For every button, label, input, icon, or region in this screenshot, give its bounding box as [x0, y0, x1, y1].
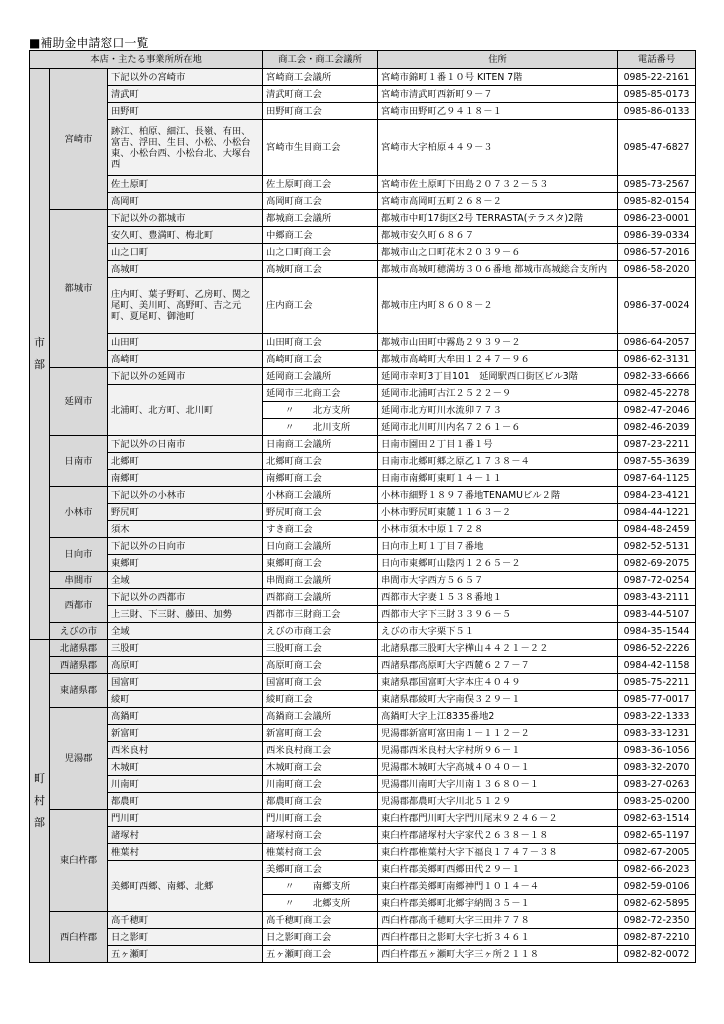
- org-cell: 三股町商工会: [263, 640, 378, 657]
- org-cell: 西米良村商工会: [263, 742, 378, 759]
- table-row: [30, 776, 696, 793]
- address-cell: 都城市安久町６８６７: [378, 227, 618, 244]
- area-cell: 諸塚村: [108, 827, 263, 844]
- tel-cell: 0986-23-0001: [618, 210, 696, 227]
- tel-cell: 0982-59-0106: [618, 878, 696, 895]
- tel-cell: 0982-65-1197: [618, 827, 696, 844]
- org-cell: 新富町商工会: [263, 725, 378, 742]
- org-cell: 高原町商工会: [263, 657, 378, 674]
- org-cell: 北郷町商工会: [263, 453, 378, 470]
- address-cell: 宮崎市田野町乙９４１８－１: [378, 103, 618, 120]
- table-row: [30, 725, 696, 742]
- org-cell: すき商工会: [263, 521, 378, 538]
- table-body: [30, 69, 696, 963]
- table-row: [30, 946, 696, 963]
- area-cell: 全域: [108, 623, 263, 640]
- address-cell: 東臼杵郡美郷町北郷宇納間３５－１: [378, 895, 618, 912]
- address-cell: 西都市大字妻１５３８番地１: [378, 589, 618, 606]
- tel-cell: 0982-66-2023: [618, 861, 696, 878]
- address-cell: 西諸県郡高原町大字西麓６２７－７: [378, 657, 618, 674]
- table-row: [30, 86, 696, 103]
- address-cell: 児湯郡木城町大字高城４０４０－１: [378, 759, 618, 776]
- address-cell: 東臼杵郡美郷町南郷神門１０１４－４: [378, 878, 618, 895]
- address-cell: 西臼杵郡高千穂町大字三田井７７８: [378, 912, 618, 929]
- group-label: [30, 69, 50, 640]
- area-cell: 川南町: [108, 776, 263, 793]
- tel-cell: 0986-64-2057: [618, 334, 696, 351]
- tel-cell: 0982-63-1514: [618, 810, 696, 827]
- address-cell: 宮崎市清武町西新町９－７: [378, 86, 618, 103]
- tel-cell: 0983-22-1333: [618, 708, 696, 725]
- area-cell: 門川町: [108, 810, 263, 827]
- org-cell: 宮崎商工会議所: [263, 69, 378, 86]
- table-row: [30, 261, 696, 278]
- table-row: [30, 657, 696, 674]
- tel-cell: 0982-47-2046: [618, 402, 696, 419]
- table-row: [30, 453, 696, 470]
- org-cell: 五ヶ瀬町商工会: [263, 946, 378, 963]
- area-cell: 下記以外の日南市: [108, 436, 263, 453]
- org-cell: 佐土原町商工会: [263, 176, 378, 193]
- org-cell: 都城商工会議所: [263, 210, 378, 227]
- address-cell: 西臼杵郡日之影町大字七折３４６１: [378, 929, 618, 946]
- tel-cell: 0987-23-2211: [618, 436, 696, 453]
- area-cell: 高城町: [108, 261, 263, 278]
- tel-cell: 0983-36-1056: [618, 742, 696, 759]
- address-cell: 東臼杵郡諸塚村大字家代２６３８－１８: [378, 827, 618, 844]
- table-row: [30, 227, 696, 244]
- header-org: 商工会・商工会議所: [263, 51, 378, 69]
- area-cell: 山之口町: [108, 244, 263, 261]
- address-cell: 都城市山之口町花木２０３９－６: [378, 244, 618, 261]
- region-name: 西諸県郡: [50, 657, 108, 674]
- area-cell: 野尻町: [108, 504, 263, 521]
- region-name: 東諸県郡: [50, 674, 108, 708]
- area-cell: 国富町: [108, 674, 263, 691]
- address-cell: 日南市北郷町郷之原乙１７３８－４: [378, 453, 618, 470]
- address-cell: 東諸県郡国富町大字本庄４０４９: [378, 674, 618, 691]
- org-cell: 宮崎市生目商工会: [263, 120, 378, 176]
- table-row: [30, 759, 696, 776]
- table-row: [30, 912, 696, 929]
- address-cell: 児湯郡都農町大字川北５１２９: [378, 793, 618, 810]
- address-cell: 児湯郡新富町富田南１－１１２－２: [378, 725, 618, 742]
- area-cell: 下記以外の宮崎市: [108, 69, 263, 86]
- table-row: [30, 674, 696, 691]
- address-cell: 都城市高崎町大牟田１２４７－９６: [378, 351, 618, 368]
- area-cell: 下記以外の延岡市: [108, 368, 263, 385]
- table-row: [30, 334, 696, 351]
- region-name: 都城市: [50, 210, 108, 368]
- address-cell: 串間市大字西方５６５７: [378, 572, 618, 589]
- tel-cell: 0986-58-2020: [618, 261, 696, 278]
- area-cell: 高崎町: [108, 351, 263, 368]
- org-cell: 〃 北方支所: [263, 402, 378, 419]
- table-row: [30, 640, 696, 657]
- table-row: [30, 193, 696, 210]
- org-cell: 延岡商工会議所: [263, 368, 378, 385]
- table-row: [30, 742, 696, 759]
- tel-cell: 0987-64-1125: [618, 470, 696, 487]
- tel-cell: 0985-47-6827: [618, 120, 696, 176]
- area-cell: 東郷町: [108, 555, 263, 572]
- tel-cell: 0986-52-2226: [618, 640, 696, 657]
- tel-cell: 0985-77-0017: [618, 691, 696, 708]
- org-cell: 山田町商工会: [263, 334, 378, 351]
- org-cell: 〃 南郷支所: [263, 878, 378, 895]
- area-cell: 田野町: [108, 103, 263, 120]
- address-cell: 日南市園田２丁目１番１号: [378, 436, 618, 453]
- area-cell: 高原町: [108, 657, 263, 674]
- tel-cell: 0982-46-2039: [618, 419, 696, 436]
- tel-cell: 0982-45-2278: [618, 385, 696, 402]
- org-cell: 木城町商工会: [263, 759, 378, 776]
- region-name: 串間市: [50, 572, 108, 589]
- area-cell: 日之影町: [108, 929, 263, 946]
- table-row: [30, 827, 696, 844]
- area-cell: 綾町: [108, 691, 263, 708]
- address-cell: 東臼杵郡美郷町西郷田代２９－１: [378, 861, 618, 878]
- area-cell: 北浦町、北方町、北川町: [108, 385, 263, 436]
- org-cell: 高岡町商工会: [263, 193, 378, 210]
- table-row: [30, 278, 696, 334]
- region-name: 東臼杵郡: [50, 810, 108, 912]
- tel-cell: 0984-23-4121: [618, 487, 696, 504]
- org-cell: 〃 北川支所: [263, 419, 378, 436]
- region-name: 西都市: [50, 589, 108, 623]
- tel-cell: 0982-82-0072: [618, 946, 696, 963]
- table-row: [30, 861, 696, 878]
- tel-cell: 0982-67-2005: [618, 844, 696, 861]
- table-row: [30, 623, 696, 640]
- address-cell: 都城市高城町穂満坊３０６番地 都城市高城総合支所内: [378, 261, 618, 278]
- address-cell: 宮崎市高岡町五町２６８－２: [378, 193, 618, 210]
- address-cell: 宮崎市錦町１番１０号 KITEN 7階: [378, 69, 618, 86]
- address-cell: 都城市庄内町８６０８－２: [378, 278, 618, 334]
- table-row: [30, 793, 696, 810]
- org-cell: 西都商工会議所: [263, 589, 378, 606]
- area-cell: 高岡町: [108, 193, 263, 210]
- address-cell: 延岡市北方町川水流卯７７３: [378, 402, 618, 419]
- address-cell: 高鍋町大字上江8335番地2: [378, 708, 618, 725]
- tel-cell: 0983-44-5107: [618, 606, 696, 623]
- area-cell: 庄内町、葉子野町、乙房町、関之尾町、美川町、高野町、吉之元町、夏尾町、御池町: [108, 278, 263, 334]
- table-row: [30, 810, 696, 827]
- table-row: [30, 555, 696, 572]
- table-row: [30, 470, 696, 487]
- area-cell: 高鍋町: [108, 708, 263, 725]
- org-cell: 小林商工会議所: [263, 487, 378, 504]
- address-cell: 西都市大字下三財３３９６－５: [378, 606, 618, 623]
- org-cell: 田野町商工会: [263, 103, 378, 120]
- area-cell: 上三財、下三財、藤田、加勢: [108, 606, 263, 623]
- tel-cell: 0982-87-2210: [618, 929, 696, 946]
- area-cell: 椎葉村: [108, 844, 263, 861]
- header-tel: 電話番号: [618, 51, 696, 69]
- area-cell: 清武町: [108, 86, 263, 103]
- area-cell: 都農町: [108, 793, 263, 810]
- region-name: 延岡市: [50, 368, 108, 436]
- table-row: [30, 487, 696, 504]
- area-cell: 五ヶ瀬町: [108, 946, 263, 963]
- address-cell: 東臼杵郡門川町大字門川尾末９２４６－２: [378, 810, 618, 827]
- region-name: 宮崎市: [50, 69, 108, 210]
- area-cell: 木城町: [108, 759, 263, 776]
- org-cell: 日向商工会議所: [263, 538, 378, 555]
- table-row: [30, 351, 696, 368]
- org-cell: えびの市商工会: [263, 623, 378, 640]
- org-cell: 国富町商工会: [263, 674, 378, 691]
- tel-cell: 0984-48-2459: [618, 521, 696, 538]
- org-cell: 椎葉村商工会: [263, 844, 378, 861]
- table-row: [30, 572, 696, 589]
- area-cell: 須木: [108, 521, 263, 538]
- region-name: 日向市: [50, 538, 108, 572]
- table-row: [30, 538, 696, 555]
- tel-cell: 0983-43-2111: [618, 589, 696, 606]
- area-cell: 三股町: [108, 640, 263, 657]
- region-name: 日南市: [50, 436, 108, 487]
- tel-cell: 0982-72-2350: [618, 912, 696, 929]
- org-cell: 日之影町商工会: [263, 929, 378, 946]
- org-cell: 串間商工会議所: [263, 572, 378, 589]
- tel-cell: 0982-33-6666: [618, 368, 696, 385]
- header-row: [30, 51, 696, 69]
- org-cell: 門川町商工会: [263, 810, 378, 827]
- address-cell: えびの市大字栗下５１: [378, 623, 618, 640]
- org-cell: 美郷町商工会: [263, 861, 378, 878]
- org-cell: 都農町商工会: [263, 793, 378, 810]
- org-cell: 高崎町商工会: [263, 351, 378, 368]
- org-cell: 東郷町商工会: [263, 555, 378, 572]
- org-cell: 高城町商工会: [263, 261, 378, 278]
- org-cell: 山之口町商工会: [263, 244, 378, 261]
- address-cell: 延岡市北川町川内名７２６１－６: [378, 419, 618, 436]
- region-name: 西臼杵郡: [50, 912, 108, 963]
- address-cell: 日向市上町１丁目７番地: [378, 538, 618, 555]
- tel-cell: 0986-37-0024: [618, 278, 696, 334]
- area-cell: 全域: [108, 572, 263, 589]
- tel-cell: 0986-62-3131: [618, 351, 696, 368]
- area-cell: 新富町: [108, 725, 263, 742]
- table-row: [30, 210, 696, 227]
- tel-cell: 0985-22-2161: [618, 69, 696, 86]
- address-cell: 延岡市幸町3丁目101 延岡駅西口街区ビル3階: [378, 368, 618, 385]
- address-cell: 日向市東郷町山陰丙１２６５－２: [378, 555, 618, 572]
- region-name: 小林市: [50, 487, 108, 538]
- address-cell: 東臼杵郡椎葉村大字下福良１７４７－３８: [378, 844, 618, 861]
- tel-cell: 0982-62-5895: [618, 895, 696, 912]
- org-cell: 延岡市三北商工会: [263, 385, 378, 402]
- org-cell: 日南商工会議所: [263, 436, 378, 453]
- tel-cell: 0983-33-1231: [618, 725, 696, 742]
- org-cell: 中郷商工会: [263, 227, 378, 244]
- tel-cell: 0985-75-2211: [618, 674, 696, 691]
- address-cell: 都城市中町17街区2号 TERRASTA(テラスタ)2階: [378, 210, 618, 227]
- application-office-table: [29, 50, 696, 963]
- address-cell: 小林市細野１８９７番地TENAMUビル２階: [378, 487, 618, 504]
- tel-cell: 0985-73-2567: [618, 176, 696, 193]
- address-cell: 小林市野尻町東麓１１６３－２: [378, 504, 618, 521]
- area-cell: 跡江、柏原、細江、長嶺、有田、富吉、浮田、生目、小松、小松台東、小松台西、小松台北、大塚台西: [108, 120, 263, 176]
- tel-cell: 0984-42-1158: [618, 657, 696, 674]
- address-cell: 児湯郡川南町大字川南１３６８０－１: [378, 776, 618, 793]
- org-cell: 清武町商工会: [263, 86, 378, 103]
- area-cell: 高千穂町: [108, 912, 263, 929]
- area-cell: 下記以外の小林市: [108, 487, 263, 504]
- org-cell: 諸塚村商工会: [263, 827, 378, 844]
- area-cell: 安久町、豊満町、梅北町: [108, 227, 263, 244]
- table-row: [30, 606, 696, 623]
- address-cell: 西臼杵郡五ヶ瀬町大字三ヶ所２１１８: [378, 946, 618, 963]
- org-cell: 〃 北郷支所: [263, 895, 378, 912]
- tel-cell: 0985-82-0154: [618, 193, 696, 210]
- address-cell: 小林市須木中原１７２８: [378, 521, 618, 538]
- org-cell: 高千穂町商工会: [263, 912, 378, 929]
- header-address: 住所: [378, 51, 618, 69]
- org-cell: 野尻町商工会: [263, 504, 378, 521]
- org-cell: 庄内商工会: [263, 278, 378, 334]
- table-row: [30, 436, 696, 453]
- tel-cell: 0987-55-3639: [618, 453, 696, 470]
- address-cell: 宮崎市佐土原町下田島２０７３２－５３: [378, 176, 618, 193]
- area-cell: 佐土原町: [108, 176, 263, 193]
- region-name: 北諸県郡: [50, 640, 108, 657]
- table-row: [30, 844, 696, 861]
- tel-cell: 0982-52-5131: [618, 538, 696, 555]
- region-name: えびの市: [50, 623, 108, 640]
- table-row: [30, 929, 696, 946]
- tel-cell: 0986-57-2016: [618, 244, 696, 261]
- group-label-text: 市 部: [34, 336, 45, 371]
- group-label: [30, 640, 50, 963]
- tel-cell: 0985-86-0133: [618, 103, 696, 120]
- area-cell: 下記以外の日向市: [108, 538, 263, 555]
- table-row: [30, 69, 696, 86]
- address-cell: 宮崎市大字柏原４４９－３: [378, 120, 618, 176]
- tel-cell: 0982-69-2075: [618, 555, 696, 572]
- table-row: [30, 244, 696, 261]
- area-cell: 下記以外の西都市: [108, 589, 263, 606]
- area-cell: 下記以外の都城市: [108, 210, 263, 227]
- header-area: 本店・主たる事業所所在地: [30, 51, 263, 69]
- tel-cell: 0984-35-1544: [618, 623, 696, 640]
- tel-cell: 0986-39-0334: [618, 227, 696, 244]
- tel-cell: 0987-72-0254: [618, 572, 696, 589]
- table-row: [30, 691, 696, 708]
- table-row: [30, 368, 696, 385]
- org-cell: 南郷町商工会: [263, 470, 378, 487]
- table-row: [30, 176, 696, 193]
- org-cell: 西都市三財商工会: [263, 606, 378, 623]
- document-title: ■補助金申請窓口一覧: [29, 36, 149, 50]
- tel-cell: 0983-32-2070: [618, 759, 696, 776]
- table-row: [30, 504, 696, 521]
- table-row: [30, 589, 696, 606]
- table-row: [30, 120, 696, 176]
- table-row: [30, 385, 696, 402]
- address-cell: 日南市南郷町東町１４－１１: [378, 470, 618, 487]
- area-cell: 北郷町: [108, 453, 263, 470]
- table-row: [30, 521, 696, 538]
- address-cell: 延岡市北浦町古江２５２２－９: [378, 385, 618, 402]
- address-cell: 東諸県郡綾町大字南俣３２９－１: [378, 691, 618, 708]
- address-cell: 都城市山田町中霧島２９３９－２: [378, 334, 618, 351]
- area-cell: 山田町: [108, 334, 263, 351]
- area-cell: 美郷町西郷、南郷、北郷: [108, 861, 263, 912]
- tel-cell: 0985-85-0173: [618, 86, 696, 103]
- area-cell: 南郷町: [108, 470, 263, 487]
- org-cell: 高鍋商工会議所: [263, 708, 378, 725]
- table-row: [30, 103, 696, 120]
- area-cell: 西米良村: [108, 742, 263, 759]
- tel-cell: 0984-44-1221: [618, 504, 696, 521]
- org-cell: 川南町商工会: [263, 776, 378, 793]
- address-cell: 児湯郡西米良村大字村所９６－１: [378, 742, 618, 759]
- region-name: 児湯郡: [50, 708, 108, 810]
- group-label-text: 町 村 部: [34, 772, 45, 829]
- table-row: [30, 708, 696, 725]
- tel-cell: 0983-25-0200: [618, 793, 696, 810]
- org-cell: 綾町商工会: [263, 691, 378, 708]
- address-cell: 北諸県郡三股町大字樺山４４２１－２２: [378, 640, 618, 657]
- tel-cell: 0983-27-0263: [618, 776, 696, 793]
